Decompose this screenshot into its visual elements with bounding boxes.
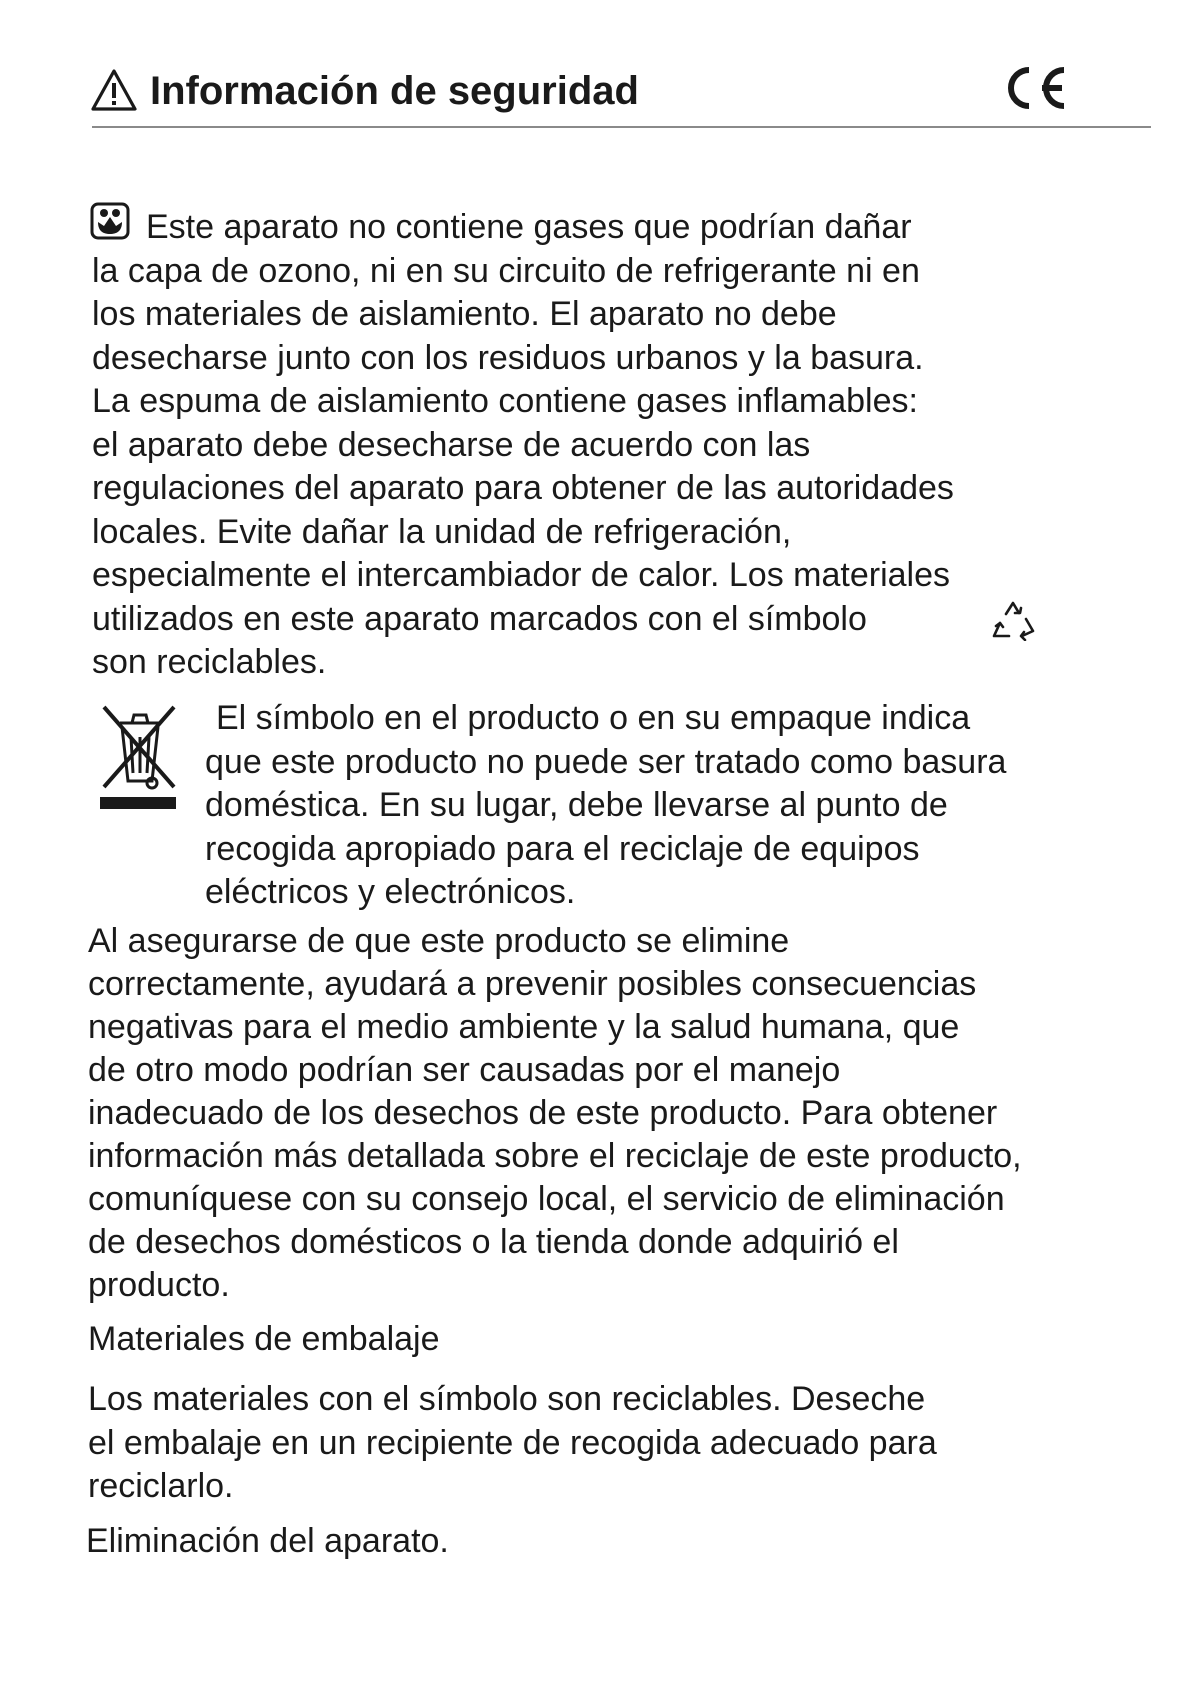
crossed-out-bin-icon [100, 703, 180, 811]
ozone-line-3: los materiales de aislamiento. El aparato no debe [92, 295, 837, 333]
disposal-line-6: información más detallada sobre el reciclaje de este producto, [88, 1137, 1022, 1175]
packaging-line-3: reciclarlo. [88, 1467, 234, 1505]
packaging-paragraph [88, 1378, 937, 1509]
ozone-line-10: utilizados en este aparato marcados con el símbolo [92, 599, 867, 638]
weee-paragraph [205, 697, 1006, 915]
disposal-line-7: comuníquese con su consejo local, el servicio de eliminación [88, 1180, 1005, 1218]
appliance-disposal-heading: Eliminación del aparato. [86, 1522, 449, 1560]
disposal-line-2: correctamente, ayudará a prevenir posibles consecuencias [88, 965, 977, 1003]
packaging-line-2: el embalaje en un recipiente de recogida adecuado para [88, 1423, 937, 1462]
header-divider [92, 126, 1151, 128]
weee-line-3: doméstica. En su lugar, debe llevarse al punto de [205, 786, 948, 824]
ozone-line-2: la capa de ozono, ni en su circuito de refrigerante ni en [92, 251, 920, 290]
ozone-line-5: La espuma de aislamiento contiene gases inflamables: [92, 382, 918, 420]
packaging-heading: Materiales de embalaje [88, 1320, 440, 1358]
disposal-line-9: producto. [88, 1266, 230, 1304]
weee-line-4: recogida apropiado para el reciclaje de equipos [205, 829, 920, 868]
ce-mark-icon [998, 62, 1068, 114]
ozone-line-7: regulaciones del aparato para obtener de las autoridades [92, 469, 954, 507]
ozone-line-1: Este aparato no contiene gases que podrían dañar [146, 208, 912, 246]
disposal-line-4: de otro modo podrían ser causadas por el manejo [88, 1051, 841, 1089]
weee-line-5: eléctricos y electrónicos. [205, 873, 576, 911]
ozone-paragraph [92, 206, 954, 685]
disposal-line-3: negativas para el medio ambiente y la salud humana, que [88, 1008, 960, 1046]
disposal-paragraph [88, 920, 1022, 1307]
ozone-line-8: locales. Evite dañar la unidad de refrigeración, [92, 512, 792, 551]
disposal-line-1: Al asegurarse de que este producto se elimine [88, 922, 790, 960]
disposal-line-8: de desechos domésticos o la tienda donde adquirió el [88, 1223, 899, 1261]
ozone-line-9: especialmente el intercambiador de calor. Los materiales [92, 556, 951, 594]
ozone-line-11: son reciclables. [92, 643, 327, 681]
warning-triangle-icon [90, 68, 138, 112]
section-header [90, 62, 1150, 122]
weee-line-1: El símbolo en el producto o en su empaque indica [216, 699, 971, 737]
weee-line-2: que este producto no puede ser tratado como basura [205, 742, 1007, 781]
ozone-line-4: desecharse junto con los residuos urbanos y la basura. [92, 338, 924, 377]
recycle-icon [989, 599, 1037, 641]
packaging-line-1: Los materiales con el símbolo son reciclables. Deseche [88, 1380, 926, 1418]
ozone-line-6: el aparato debe desecharse de acuerdo con las [92, 425, 811, 464]
page-title: Información de seguridad [150, 69, 639, 113]
disposal-line-5: inadecuado de los desechos de este producto. Para obtener [88, 1094, 998, 1132]
